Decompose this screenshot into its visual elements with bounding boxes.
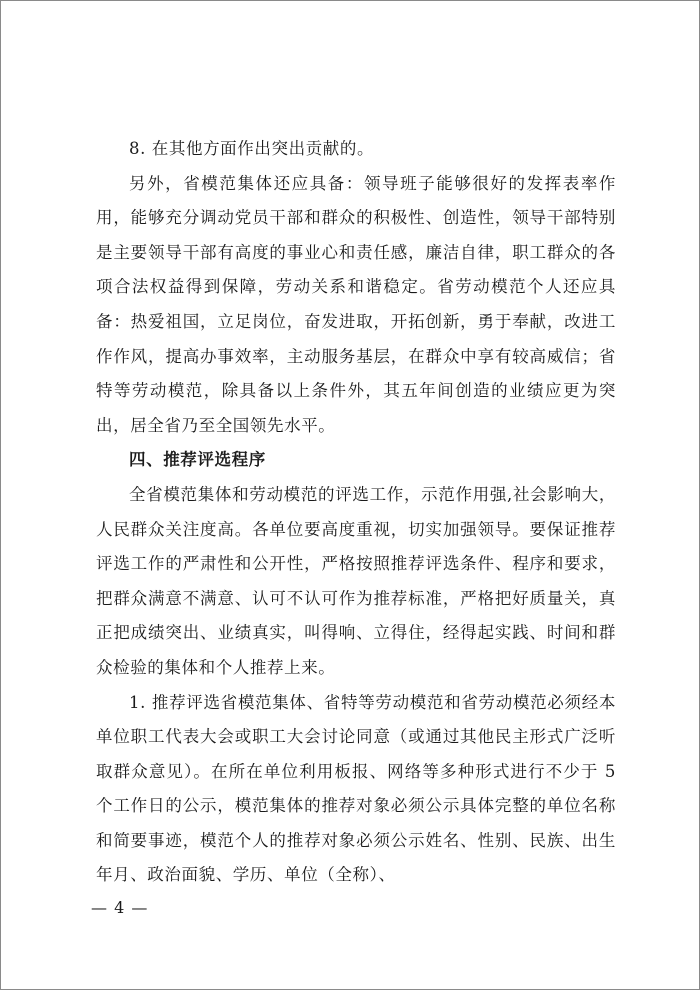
paragraph-procedure-1: 1. 推荐评选省模范集体、省特等劳动模范和省劳动模范必须经本单位职工代表大会或职工大会讨论同意（或通过其他民主形式广泛听取群众意见）。在所在单位利用板报、网络等多种形式进行不少于 5 个工作日的公示，模范集体的推荐对象必须公示具体完整的单位名称和简要事迹，模范个人的推荐对象必须公示姓名、性别、民族、出生年月、政治面貌、学历、单位（全称）、 xyxy=(96,692,616,885)
paragraph-item-8: 8. 在其他方面作出突出贡献的。 xyxy=(129,139,375,158)
section-heading: 四、推荐评选程序 xyxy=(129,450,266,470)
paragraph-selection-overview: 全省模范集体和劳动模范的评选工作，示范作用强,社会影响大，人民群众关注度高。各单位要高度重视，切实加强领导。要保证推荐评选工作的严肃性和公开性，严格按照推荐评选条件、程序和要求，把群众满意不满意、认可不认可作为推荐标准，严格把好质量关，真正把成绩突出、业绩真实，叫得响、立得住，经得起实践、时间和群众检验的集体和个人推荐上来。 xyxy=(96,484,616,677)
paragraph-additional-requirements: 另外，省模范集体还应具备：领导班子能够很好的发挥表率作用，能够充分调动党员干部和群众的积极性、创造性，领导干部特别是主要领导干部有高度的事业心和责任感，廉洁自律，职工群众的各项合法权益得到保障，劳动关系和谐稳定。省劳动模范个人还应具备：热爱祖国，立足岗位，奋发进取，开拓创新，勇于奉献，改进工作作风，提高办事效率，主动服务基层，在群众中享有较高威信；省特等劳动模范，除具备以上条件外，其五年间创造的业绩应更为突出，居全省乃至全国领先水平。 xyxy=(96,173,616,435)
document-body xyxy=(96,132,616,893)
page-number: — 4 — xyxy=(91,898,149,917)
